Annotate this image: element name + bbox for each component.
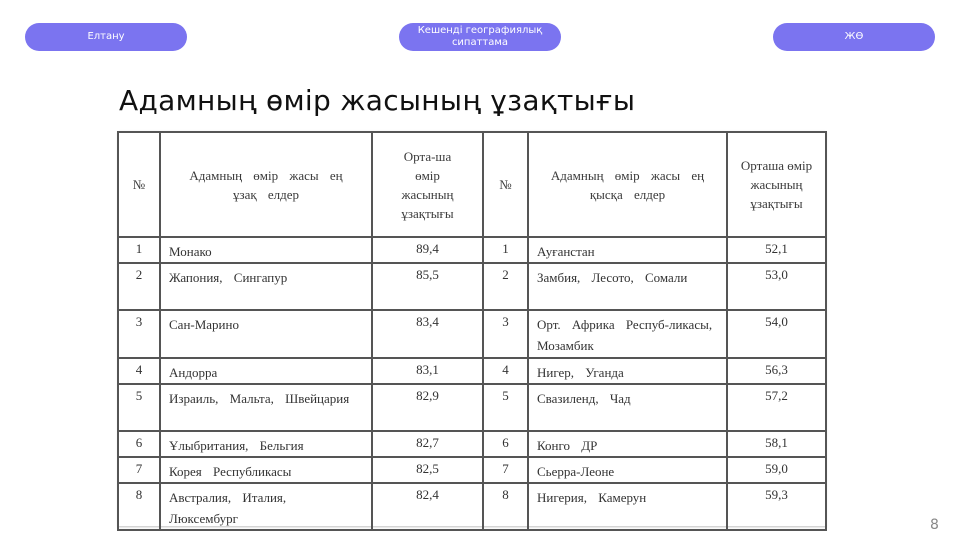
country-name: Ауғанстан (528, 237, 727, 263)
row-num: 3 (118, 310, 160, 358)
table-row (118, 457, 826, 483)
row-num: 1 (483, 237, 528, 263)
row-num: 5 (483, 384, 528, 431)
country-name: Орт. Африка Респуб-ликасы, Мозамбик (528, 310, 727, 358)
country-name: Ұлыбритания, Бельгия (160, 431, 372, 457)
life-value: 54,0 (727, 310, 826, 358)
header-longest-countries: Адамның өмір жасы ең ұзақ елдер (160, 132, 372, 237)
life-value: 53,0 (727, 263, 826, 310)
life-value: 82,4 (372, 483, 483, 530)
life-value: 59,0 (727, 457, 826, 483)
row-num: 7 (118, 457, 160, 483)
life-value: 57,2 (727, 384, 826, 431)
life-value: 83,1 (372, 358, 483, 384)
life-value: 89,4 (372, 237, 483, 263)
life-value: 56,3 (727, 358, 826, 384)
life-expectancy-table (117, 131, 827, 531)
table-header-row (118, 132, 826, 237)
row-num: 3 (483, 310, 528, 358)
country-name: Австралия, Италия, Люксембург (160, 483, 372, 530)
life-value: 82,5 (372, 457, 483, 483)
nav-button-label: Елтану (87, 31, 125, 42)
row-num: 5 (118, 384, 160, 431)
row-num: 4 (483, 358, 528, 384)
header-avg-life-right: Орташа өмір жасының ұзақтығы (727, 132, 826, 237)
table-row (118, 237, 826, 263)
life-value: 82,7 (372, 431, 483, 457)
row-num: 2 (118, 263, 160, 310)
table-row (118, 263, 826, 310)
header-num-right: № (483, 132, 528, 237)
header-num-left: № (118, 132, 160, 237)
country-name: Сан-Марино (160, 310, 372, 358)
row-num: 6 (483, 431, 528, 457)
table-row (118, 310, 826, 358)
table-row (118, 384, 826, 431)
life-value: 85,5 (372, 263, 483, 310)
country-name: Монако (160, 237, 372, 263)
country-name: Свазиленд, Чад (528, 384, 727, 431)
table-row (118, 431, 826, 457)
row-num: 7 (483, 457, 528, 483)
country-name: Нигер, Уганда (528, 358, 727, 384)
nav-button-zho[interactable] (773, 23, 935, 51)
nav-button-eltanu[interactable] (25, 23, 187, 51)
nav-button-label: Кешенді географиялық сипаттама (417, 25, 543, 48)
row-num: 4 (118, 358, 160, 384)
row-num: 1 (118, 237, 160, 263)
nav-button-label: ЖӨ (844, 31, 864, 42)
table-row (118, 358, 826, 384)
country-name: Нигерия, Камерун (528, 483, 727, 530)
life-expectancy-table-image (117, 131, 825, 526)
country-name: Сьерра-Леоне (528, 457, 727, 483)
page-number: 8 (930, 517, 939, 533)
row-num: 8 (118, 483, 160, 530)
country-name: Андорра (160, 358, 372, 384)
row-num: 8 (483, 483, 528, 530)
life-value: 83,4 (372, 310, 483, 358)
country-name: Израиль, Мальта, Швейцария (160, 384, 372, 431)
row-num: 6 (118, 431, 160, 457)
country-name: Жапония, Сингапур (160, 263, 372, 310)
country-name: Корея Республикасы (160, 457, 372, 483)
header-avg-life-left: Орта-ша өмір жасының ұзақтығы (372, 132, 483, 237)
nav-button-geographic-description[interactable] (399, 23, 561, 51)
page-title: Адамның өмір жасының ұзақтығы (119, 84, 636, 117)
life-value: 58,1 (727, 431, 826, 457)
life-value: 82,9 (372, 384, 483, 431)
table-row (118, 483, 826, 530)
row-num: 2 (483, 263, 528, 310)
life-value: 52,1 (727, 237, 826, 263)
country-name: Замбия, Лесото, Сомали (528, 263, 727, 310)
life-value: 59,3 (727, 483, 826, 530)
header-shortest-countries: Адамның өмір жасы ең қысқа елдер (528, 132, 727, 237)
country-name: Конго ДР (528, 431, 727, 457)
